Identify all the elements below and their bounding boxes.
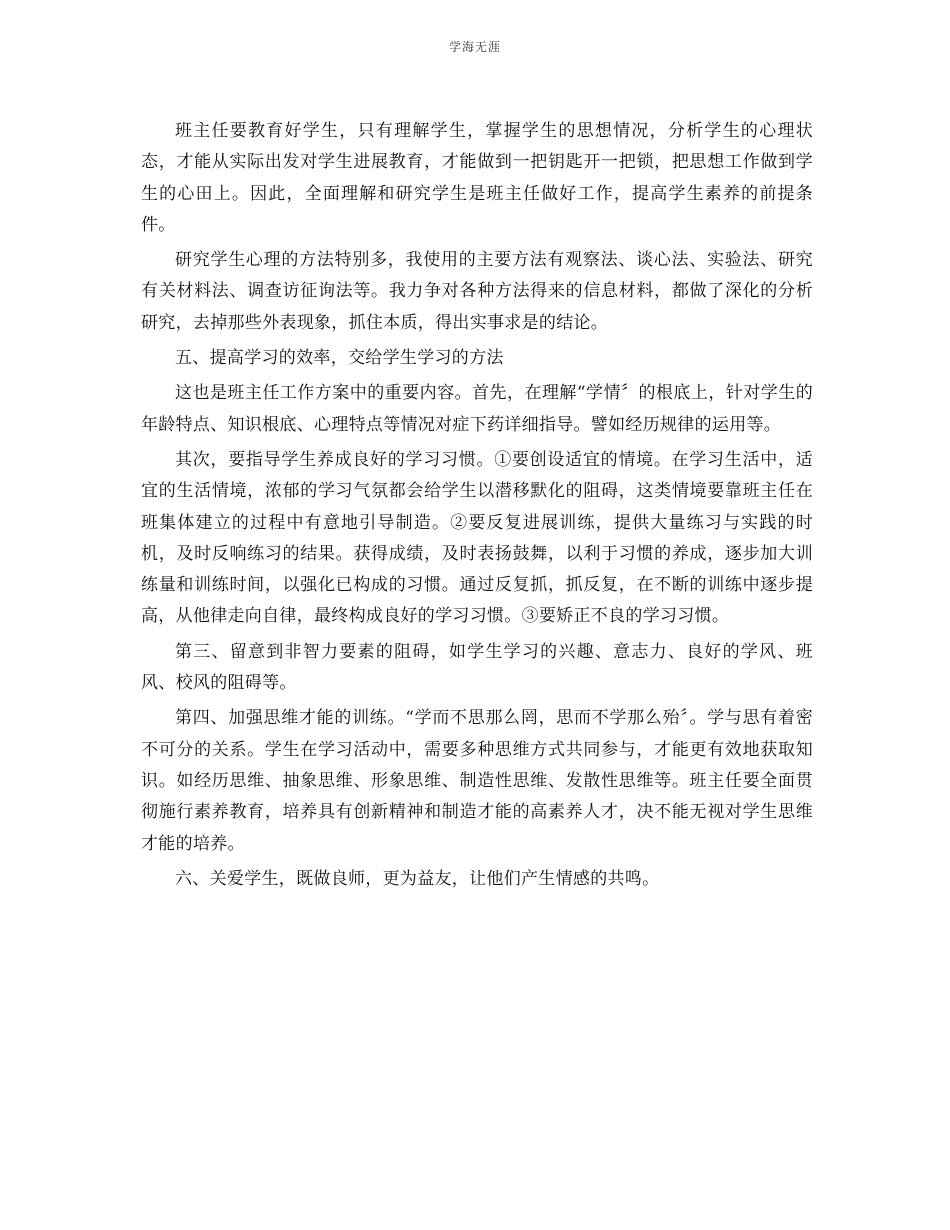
paragraph: 研究学生心理的方法特别多，我使用的主要方法有观察法、谈心法、实验法、研究有关材料法、调查访征询法等。我力争对各种方法得来的信息材料，都做了深化的分析研究，去掉那些外表现象，抓住本质，得出实事求是的结论。 [141, 250, 813, 333]
paragraph: 第三、留意到非智力要素的阻碍，如学生学习的兴趣、意志力、良好的学风、班风、校风的阻碍等。 [141, 641, 813, 694]
paragraph: 班主任要教育好学生，只有理解学生，掌握学生的思想情况，分析学生的心理状态，才能从实际出发对学生进展教育，才能做到一把钥匙开一把锁，把思想工作做到学生的心田上。因此，全面理解和研究学生是班主任做好工作，提高学生素养的前提条件。 [141, 121, 813, 235]
paragraph: 第四、加强思维才能的训练。“学而不思那么罔，思而不学那么殆〞。学与思有着密不可分的关系。学生在学习活动中，需要多种思维方式共同参与，才能更有效地获取知识。如经历思维、抽象思维、形象思维、制造性思维、发散性思维等。班主任要全面贯彻施行素养教育，培养具有创新精神和制造才能的高素养人才，决不能无视对学生思维才能的培养。 [141, 708, 813, 854]
section-heading: 五、提高学习的效率，交给学生学习的方法 [175, 348, 504, 369]
paragraph: 其次，要指导学生养成良好的学习习惯。①要创设适宜的情境。在学习生活中，适宜的生活情境，浓郁的学习气氛都会给学生以潜移默化的阻碍，这类情境要靠班主任在班集体建立的过程中有意地引导制造。②要反复进展训练，提供大量练习与实践的时机，及时反响练习的结果。获得成绩，及时表扬鼓舞，以利于习惯的养成，逐步加大训练量和训练时间，以强化已构成的习惯。通过反复抓，抓反复，在不断的训练中逐步提高，从他律走向自律，最终构成良好的学习习惯。③要矫正不良的学习习惯。 [141, 449, 813, 627]
page-header: 学海无涯 [448, 40, 501, 54]
document-body [141, 116, 813, 899]
paragraph: 这也是班主任工作方案中的重要内容。首先，在理解“学情〞的根底上，针对学生的年龄特点、知识根底、心理特点等情况对症下药详细指导。譬如经历规律的运用等。 [141, 383, 813, 435]
section-heading: 六、关爱学生，既做良师，更为益友，让他们产生情感的共鸣。 [175, 868, 660, 889]
